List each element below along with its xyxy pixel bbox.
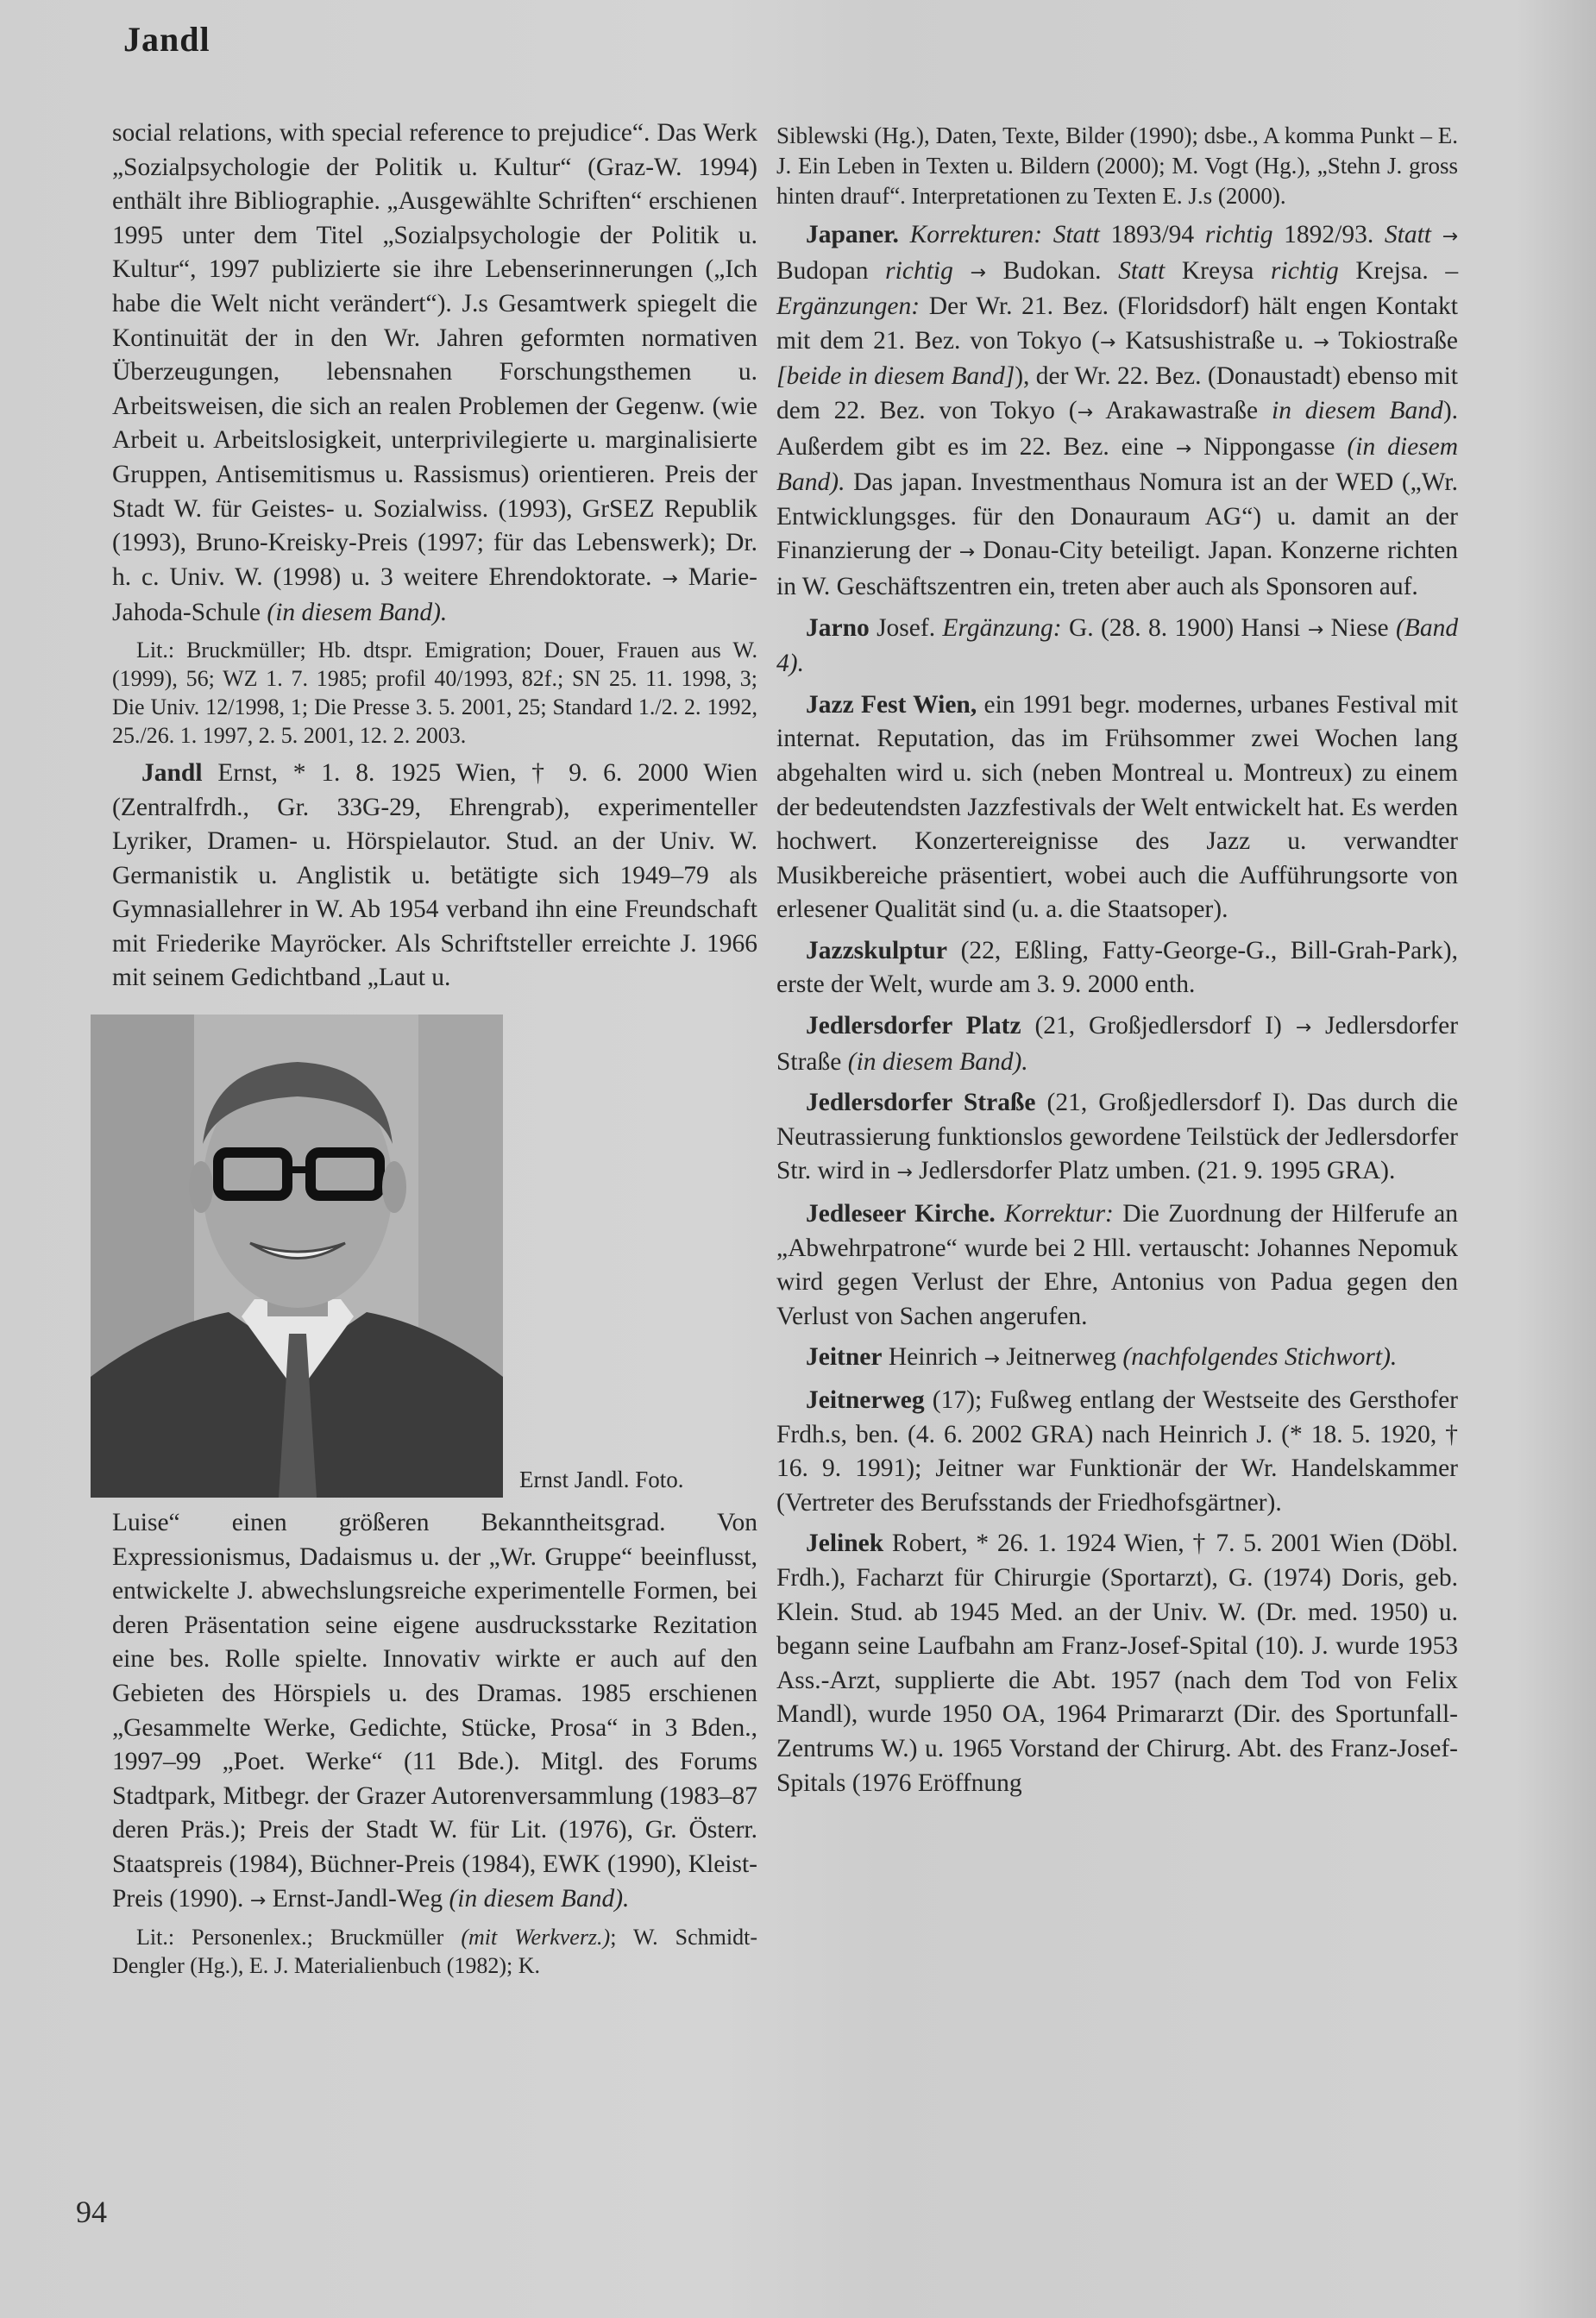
text: Die Zuordnung der Hilferufe an „Abwehrpatrone“ wurde bei 2 Hll. vertauscht: Johannes Nepomuk wird gegen Verlust der Ehre, Antonius von Padua gegen den Verlust von Sachen angerufen. [776, 1200, 1458, 1330]
portrait-photo [91, 1015, 503, 1498]
running-head: Jandl [123, 20, 210, 59]
italic-text: richtig [885, 256, 953, 285]
arrow-icon: → [983, 1348, 1000, 1371]
text: Das japan. Investmenthaus Nomura ist an der WED („Wr. Entwicklungsges. für den Donauraum AG“) u. damit an der Finanzierung der [776, 468, 1459, 565]
headword: Jeitnerweg [806, 1386, 925, 1414]
italic-text: (in diesem Band). [847, 1047, 1028, 1076]
text: Arakawastraße [1105, 396, 1259, 424]
arrow-icon: → [958, 542, 975, 564]
text: 1893/94 [1110, 221, 1195, 248]
text: Katsushistraße u. [1125, 326, 1304, 355]
text: Krejsa. – [1355, 256, 1459, 285]
headword: Jarno [806, 613, 870, 642]
italic-text: (mit Werkverz.) [461, 1925, 611, 1951]
arrow-icon: → [896, 1162, 913, 1184]
left-column [112, 116, 757, 1980]
text: Luise“ einen größeren Bekanntheitsgrad. Von Expressionismus, Dadaismus u. der „Wr. Gruppe“ beeinflusst, entwickelte J. abwechslungsreiche experimentelle Formen, bei deren Präsentation seine eigene ausdrucksstarke Rezitation eine bes. Rolle spielte. Innovativ wirkte er auch auf den Gebieten des Hörspiels u. des Dramas. 1985 erschienen „Gesammelte Werke, Gedichte, Stücke, Prosa“ in 3 Bden., 1997–99 „Poet. Werke“ (11 Bde.). Mitgl. des Forums Stadtpark, Mitbegr. der Grazer Autorenversammlung (1983–87 deren Präs.); Preis der Stadt W. für Lit. (1976), Gr. Österr. Staatspreis (1984), Büchner-Preis (1984), EWK (1990), Kleist-Preis (1990). [112, 1509, 757, 1913]
arrow-icon: → [1313, 331, 1329, 354]
text: Josef. [877, 613, 936, 642]
literature-jandl-cont: Siblewski (Hg.), Daten, Texte, Bilder (1990); dsbe., A komma Punkt – E. J. Ein Leben in Texten u. Bildern (2000); M. Vogt (Hg.), „Stehn J. gross hinten drauf“. Interpretationen zu Texten E. J.s (2000). [776, 122, 1458, 209]
italic-text: Statt [1118, 256, 1166, 285]
text: Lit.: Personenlex.; Bruckmüller [136, 1925, 444, 1951]
text: 1892/93. [1284, 221, 1374, 248]
italic-text: richtig [1204, 221, 1273, 248]
italic-text: in diesem Band [1272, 396, 1443, 424]
text: ), der Wr. 22. Bez. (Donaustadt) ebenso mit dem 22. Bez. von Tokyo ( [776, 362, 1458, 424]
headword: Jedlersdorfer Straße [806, 1089, 1036, 1117]
portrait-illustration [91, 1015, 503, 1498]
entry-jedlersdorfer-platz [776, 1009, 1458, 1079]
entry-jeitnerweg [776, 1384, 1458, 1520]
paragraph-jahoda-cont [112, 116, 757, 631]
text: G. (28. 8. 1900) Hansi [1068, 613, 1301, 642]
entry-jedleseer-kirche [776, 1197, 1458, 1334]
italic-text: richtig [1271, 256, 1339, 285]
literature-jandl [112, 1923, 757, 1980]
arrow-icon: → [249, 1889, 267, 1912]
arrow-icon: → [1442, 226, 1459, 248]
headword: Japaner. [806, 221, 899, 248]
literature-jahoda: Lit.: Bruckmüller; Hb. dtspr. Emigration; Douer, Frauen aus W. (1999), 56; WZ 1. 7. 1985; profil 40/1993, 82f.; SN 25. 11. 1998, 3; Die Univ. 12/1998, 1; Die Presse 3. 5. 2001, 25; Standard 1./2. 2. 1992, 25./26. 1. 1997, 2. 5. 2001, 12. 2. 2003. [112, 637, 757, 748]
cross-ref: Marie-Jahoda-Schule [112, 562, 757, 627]
headword: Jedlersdorfer Platz [806, 1012, 1021, 1040]
entry-jandl [112, 757, 757, 996]
text: ein 1991 begr. modernes, urbanes Festival mit internat. Reputation, das im Frühsommer zwei Wochen lang abgehalten wird u. sich (neben Montreal u. Montreux) zu einem der bedeutendsten Jazzfestivals der Welt entwickelt hat. Es werden hochwert. Konzertereignisse des Jazz u. verwandter Musikbereiche präsentiert, wobei auch die Aufführungsorte von erlesener Qualität sind (u. a. die Staatsoper). [776, 690, 1459, 924]
text: Budopan [776, 256, 869, 285]
entry-jeitner [776, 1341, 1458, 1377]
text: Kreysa [1181, 256, 1254, 285]
text: (17); Fußweg entlang der Westseite des Gersthofer Frdh.s, ben. (4. 6. 2002 GRA) nach Heinrich J. (* 18. 5. 1920, † 16. 9. 1991); Jeitner war Funktionär der Wr. Handelskammer (Vertreter des Berufsstands der Friedhofsgärtner). [776, 1386, 1459, 1517]
arrow-icon: → [1295, 1017, 1312, 1040]
text: (21, Großjedlersdorf I) [1034, 1012, 1282, 1040]
text: (22, Eßling, Fatty-George-G., Bill-Grah-Park), erste der Welt, wurde am 3. 9. 2000 enth. [776, 936, 1458, 999]
paragraph-jandl-cont [112, 1506, 757, 1918]
text: social relations, with special reference to prejudice“. Das Werk „Sozialpsychologie der Politik u. Kultur“ (Graz-W. 1994) enthält ihre Bibliographie. „Ausgewählte Schriften“ erschienen 1995 unter dem Titel „Sozialpsychologie der Politik u. Kultur“, 1997 publizierte sie ihre Lebenserinnerungen („Ich habe die Welt nicht verändert“). J.s Gesamtwerk spiegelt die Kontinuität der in den Wr. Jahren geformten normativen Überzeugungen, lebensnahen Forschungsthemen u. Arbeitsweisen, die sich an realen Problemen der Gegenw. (wie Arbeit u. Arbeitslosigkeit, unterprivilegierte u. marginalisierte Gruppen, Antisemitismus u. Rassismus) orientieren. Preis der Stadt W. für Geistes- u. Sozialwiss. (1993), GrSEZ Republik (1993), Bruno-Kreisky-Preis (1997; für das Lebenswerk); Dr. h. c. Univ. W. (1998) u. 3 weitere Ehrendoktorate. [112, 119, 757, 591]
figure-ernst-jandl [91, 1015, 781, 1498]
text: Der Wr. 21. Bez. (Floridsdorf) hält engen Kontakt mit dem 21. Bez. von Tokyo ( [776, 292, 1458, 355]
photo-caption: Ernst Jandl. Foto. [519, 1467, 684, 1493]
headword: Jazzskulptur [806, 936, 947, 964]
ref-note: (in diesem Band). [267, 599, 448, 627]
text: Jeitnerweg [1006, 1343, 1117, 1372]
cross-ref: Ernst-Jandl-Weg [272, 1884, 443, 1913]
arrow-icon: → [1077, 401, 1094, 424]
right-column [776, 121, 1458, 1800]
italic-text: Korrektur: [1004, 1200, 1114, 1228]
arrow-icon: → [1175, 437, 1192, 460]
headword: Jazz Fest Wien, [806, 690, 977, 719]
headword: Jelinek [806, 1530, 884, 1558]
italic-text: (nachfolgendes Stichwort). [1122, 1343, 1398, 1372]
text: Jedlersdorfer Straße [776, 1012, 1459, 1076]
text: (21, Großjedlersdorf I). Das durch die Neutrassierung funktionslos gewordene Teilstück der Jedlersdorfer Str. wird in [776, 1089, 1459, 1185]
text: Ernst, * 1. 8. 1925 Wien, † 9. 6. 2000 Wien (Zentralfrdh., Gr. 33G-29, Ehrengrab), experimenteller Lyriker, Dramen- u. Hörspielautor. Stud. an der Univ. W. Germanistik u. Anglistik u. betätigte sich 1949–79 als Gymnasiallehrer in W. Ab 1954 verband ihn eine Freundschaft mit Friederike Mayröcker. Als Schriftsteller erreichte J. 1966 mit seinem Gedichtband „Laut u. [112, 758, 758, 992]
text: Niese [1330, 613, 1389, 642]
arrow-icon: → [970, 261, 986, 284]
text: Budokan. [1002, 256, 1102, 285]
arrow-icon: → [662, 568, 678, 590]
entry-jarno [776, 612, 1458, 682]
ref-note: (in diesem Band). [449, 1884, 630, 1913]
text: Nippongasse [1203, 432, 1335, 461]
headword: Jeitner [806, 1343, 883, 1372]
headword: Jedleseer Kirche. [806, 1200, 996, 1228]
page-number: 94 [76, 2195, 107, 2229]
italic-text: [beide in diesem Band] [776, 362, 1015, 391]
entry-jelinek [776, 1527, 1458, 1800]
text: ; W. Schmidt-Dengler (Hg.), E. J. Materialienbuch (1982); K. [112, 1925, 758, 1979]
italic-text: Statt [1384, 221, 1431, 248]
italic-text: Korrekturen: Statt [909, 221, 1100, 248]
italic-text: Ergänzungen: [776, 292, 921, 321]
text: Robert, * 26. 1. 1924 Wien, † 7. 5. 2001 Wien (Döbl. Frdh.), Facharzt für Chirurgie (Sportarzt), G. (1974) Doris, geb. Klein. Stud. ab 1945 Med. an der Univ. W. (Dr. med. 1950) u. begann seine Laufbahn am Franz-Josef-Spital (10). J. wurde 1953 Ass.-Arzt, supplierte die Abt. 1957 (nach dem Tod von Felix Mandl), wurde 1950 OA, 1964 Primararzt (Dir. des Sportunfall-Zentrums W.) u. 1965 Vorstand der Chirurg. Abt. des Franz-Josef-Spitals (1976 Eröffnung [776, 1530, 1459, 1797]
text: ). Außerdem gibt es im 22. Bez. eine [776, 396, 1459, 461]
arrow-icon: → [1099, 331, 1116, 354]
entry-jedlersdorfer-strasse [776, 1086, 1458, 1190]
text: Jedlersdorfer Platz umben. (21. 9. 1995 GRA). [919, 1157, 1396, 1185]
italic-text: (in diesem Band). [776, 432, 1459, 497]
headword: Jandl [141, 758, 203, 787]
entry-jazzskulptur [776, 934, 1458, 1002]
entry-jazz-fest [776, 688, 1458, 927]
text: Heinrich [888, 1343, 978, 1372]
text: Tokiostraße [1338, 326, 1459, 355]
italic-text: Ergänzung: [942, 613, 1062, 642]
text: Donau-City beteiligt. Japan. Konzerne richten in W. Geschäftszentren ein, treten aber auch als Sponsoren auf. [776, 537, 1459, 600]
entry-japaner [776, 218, 1458, 605]
italic-text: (Band 4). [776, 613, 1459, 678]
arrow-icon: → [1307, 619, 1324, 641]
